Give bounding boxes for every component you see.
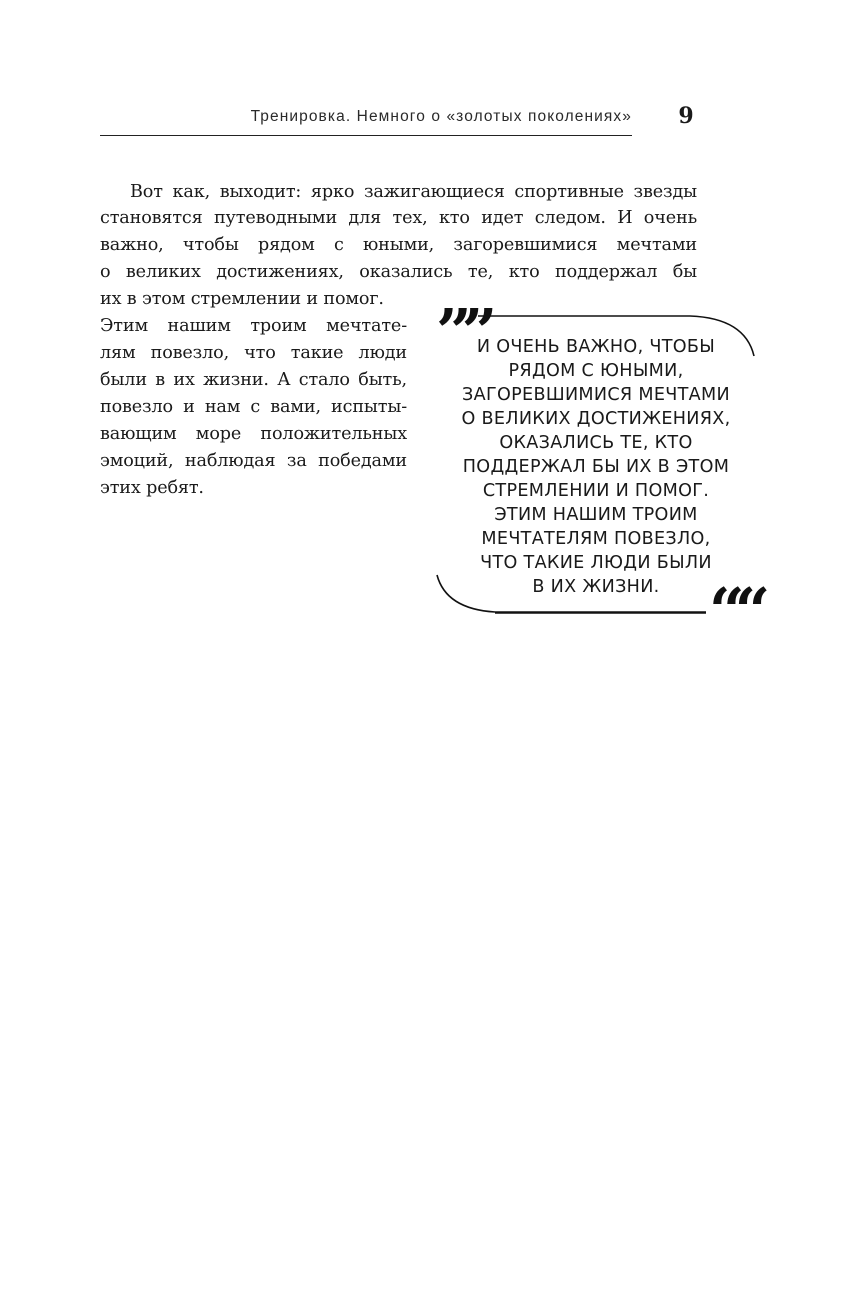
pull-quote-line: ПОДДЕРЖАЛ БЫ ИХ В ЭТОМ <box>462 457 730 477</box>
pull-quote-line: ЭТИМ НАШИМ ТРОИМ <box>494 505 698 525</box>
paragraph-line: Этим нашим троим мечтате- <box>100 316 407 336</box>
pull-quote-line: МЕЧТАТЕЛЯМ ПОВЕЗЛО, <box>481 529 711 549</box>
pull-quote-line: СТРЕМЛЕНИИ И ПОМОГ. <box>482 481 710 501</box>
paragraph-line: важно, чтобы рядом с юными, загоревшимися мечтами <box>100 235 697 255</box>
running-header: Тренировка. Немного о «золотых поколениях» <box>250 108 632 125</box>
paragraph-line: были в их жизни. А стало быть, <box>100 370 407 390</box>
paragraph-line: вающим море положительных <box>100 424 407 444</box>
page-number: 9 <box>678 103 694 129</box>
pull-quote-line: ОКАЗАЛИСЬ ТЕ, КТО <box>499 433 693 453</box>
pull-quote-line: ЧТО ТАКИЕ ЛЮДИ БЫЛИ <box>480 553 712 573</box>
close-quote-mark: ““ <box>709 574 761 647</box>
paragraph-line: Вот как, выходит: ярко зажигающиеся спортивные звезды <box>130 182 697 202</box>
paragraph-line: эмоций, наблюдая за победами <box>100 451 407 471</box>
paragraph-line: становятся путеводными для тех, кто идет следом. И очень <box>100 208 697 228</box>
paragraph-line: повезло и нам с вами, испыты- <box>100 397 407 417</box>
pull-quote-line: О ВЕЛИКИХ ДОСТИЖЕНИЯХ, <box>461 409 731 429</box>
pull-quote-line: РЯДОМ С ЮНЫМИ, <box>508 361 684 381</box>
paragraph-line: этих ребят. <box>100 478 204 498</box>
paragraph-line: лям повезло, что такие люди <box>100 343 407 363</box>
paragraph-line: о великих достижениях, оказались те, кто поддержал бы <box>100 262 697 282</box>
open-quote-mark: ”” <box>436 295 488 368</box>
paragraph-line: их в этом стремлении и помог. <box>100 289 384 309</box>
pull-quote-line: В ИХ ЖИЗНИ. <box>532 577 660 597</box>
pull-quote-line: ЗАГОРЕВШИМИСЯ МЕЧТАМИ <box>462 385 730 405</box>
pull-quote-line: И ОЧЕНЬ ВАЖНО, ЧТОБЫ <box>476 337 716 357</box>
